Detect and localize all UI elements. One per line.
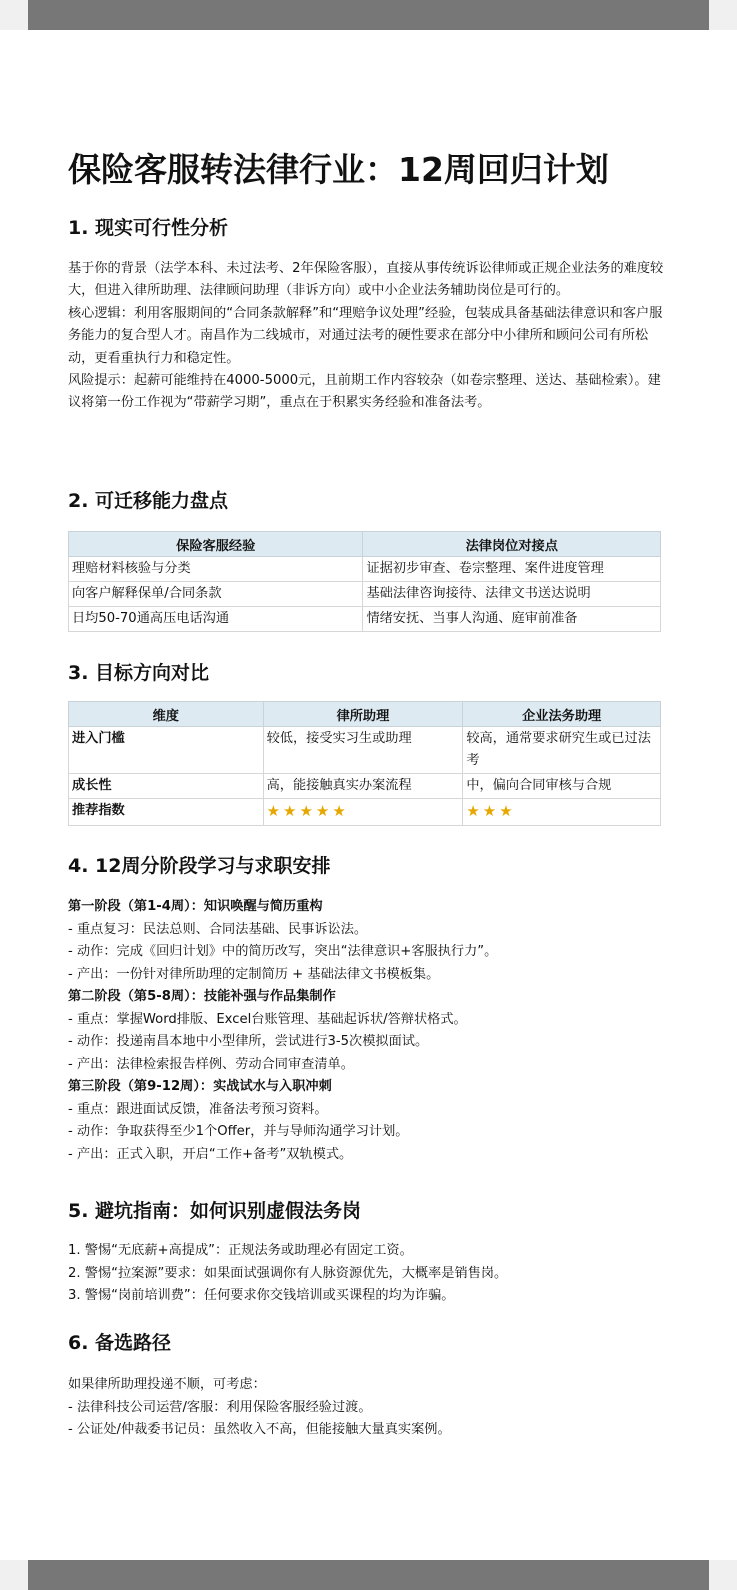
table-cell: 较高，通常要求研究生或已过法考 <box>463 727 661 774</box>
column-header: 保险客服经验 <box>69 532 363 557</box>
list-item: - 动作：完成《回归计划》中的简历改写，突出“法律意识+客服执行力”。 <box>68 944 498 959</box>
table-cell: 向客户解释保单/合同条款 <box>69 582 363 607</box>
table-row-rating <box>69 799 661 826</box>
section-heading-comparison: 3. 目标方向对比 <box>68 662 210 684</box>
stage-title: 第一阶段（第1-4周）：知识唤醒与简历重构 <box>68 899 323 914</box>
table-row <box>69 557 661 582</box>
table-header-row <box>69 532 661 557</box>
list-item: - 产出：一份针对律所助理的定制简历 + 基础法律文书模板集。 <box>68 966 440 982</box>
alternatives-intro: 如果律所助理投递不顺，可考虑： <box>68 1377 266 1392</box>
list-item: 3. 警惕“岗前培训费”：任何要求你交钱培训或买课程的均为诈骗。 <box>68 1288 455 1303</box>
alternatives-list <box>68 1374 668 1442</box>
table-cell: 情绪安抚、当事人沟通、庭审前准备 <box>363 607 661 632</box>
table-cell: 日均50-70通高压电话沟通 <box>69 607 363 632</box>
table-cell: 进入门槛 <box>69 727 264 774</box>
list-item: - 动作：争取获得至少1个Offer，并与导师沟通学习计划。 <box>68 1124 409 1139</box>
bottom-bar <box>28 1560 709 1590</box>
stage-title: 第二阶段（第5-8周）：技能补强与作品集制作 <box>68 989 336 1004</box>
section-heading-pitfalls: 5. 避坑指南：如何识别虚假法务岗 <box>68 1200 362 1222</box>
section-heading-schedule: 4. 12周分阶段学习与求职安排 <box>68 855 331 877</box>
list-item: 1. 警惕“无底薪+高提成”：正规法务或助理必有固定工资。 <box>68 1243 413 1258</box>
document-page <box>0 30 737 1560</box>
section-heading-alternatives: 6. 备选路径 <box>68 1332 172 1354</box>
rating-cell-law-firm <box>263 799 463 826</box>
table-row <box>69 727 661 774</box>
stage-title: 第三阶段（第9-12周）：实战试水与入职冲刺 <box>68 1079 332 1094</box>
top-bar <box>28 0 709 30</box>
section-heading-feasibility: 1. 现实可行性分析 <box>68 217 229 239</box>
list-item: 2. 警惕“拉案源”要求：如果面试强调你有人脉资源优先，大概率是销售岗。 <box>68 1265 508 1281</box>
page-title: 保险客服转法律行业：12周回归计划 <box>68 150 609 189</box>
list-item: - 产出：法律检索报告样例、劳动合同审查清单。 <box>68 1056 354 1072</box>
column-header: 企业法务助理 <box>463 702 661 727</box>
table-cell: 理赔材料核验与分类 <box>69 557 363 582</box>
list-item: - 重点：跟进面试反馈，准备法考预习资料。 <box>68 1101 328 1117</box>
star-rating: ★★★★★ <box>266 802 349 820</box>
list-item: - 公证处/仲裁委书记员：虽然收入不高，但能接触大量真实案例。 <box>68 1422 451 1437</box>
table-cell: 成长性 <box>69 774 264 799</box>
schedule-list <box>68 896 668 1166</box>
table-cell: 基础法律咨询接待、法律文书送达说明 <box>363 582 661 607</box>
paragraph-risk: 风险提示：起薪可能维持在4000-5000元，且前期工作内容较杂（如卷宗整理、送达、基础检索）。建议将第一份工作视为“带薪学习期”，重点在于积累实务经验和准备法考。 <box>68 373 661 411</box>
column-header: 法律岗位对接点 <box>363 532 661 557</box>
section-heading-skills: 2. 可迁移能力盘点 <box>68 490 229 512</box>
column-header: 律所助理 <box>263 702 463 727</box>
table-cell: 证据初步审查、卷宗整理、案件进度管理 <box>363 557 661 582</box>
list-item: - 重点复习：民法总则、合同法基础、民事诉讼法。 <box>68 921 368 937</box>
table-cell: 高，能接触真实办案流程 <box>263 774 463 799</box>
table-cell: 推荐指数 <box>69 799 264 826</box>
list-item: - 法律科技公司运营/客服：利用保险客服经验过渡。 <box>68 1399 372 1415</box>
list-item: - 产出：正式入职，开启“工作+备考”双轨模式。 <box>68 1146 353 1162</box>
pitfalls-list <box>68 1240 668 1308</box>
table-row <box>69 582 661 607</box>
list-item: - 动作：投递南昌本地中小型律所，尝试进行3-5次模拟面试。 <box>68 1034 429 1049</box>
list-item: - 重点：掌握Word排版、Excel台账管理、基础起诉状/答辩状格式。 <box>68 1011 467 1027</box>
table-header-row <box>69 702 661 727</box>
paragraph-background: 基于你的背景（法学本科、未过法考、2年保险客服），直接从事传统诉讼律师或正规企业法务的难度较大，但进入律所助理、法律顾问助理（非诉方向）或中小企业法务辅助岗位是可行的。 <box>68 261 664 299</box>
table-cell: 较低，接受实习生或助理 <box>263 727 463 774</box>
column-header: 维度 <box>69 702 264 727</box>
star-rating: ★★★ <box>466 802 516 820</box>
table-row <box>69 774 661 799</box>
paragraph-core-logic: 核心逻辑：利用客服期间的“合同条款解释”和“理赔争议处理”经验，包装成具备基础法律意识和客户服务能力的复合型人才。南昌作为二线城市，对通过法考的硬性要求在部分中小律所和顾问公司有所松动，更看重执行力和稳定性。 <box>68 305 663 366</box>
table-cell: 中，偏向合同审核与合规 <box>463 774 661 799</box>
table-row <box>69 607 661 632</box>
comparison-table <box>68 701 661 826</box>
rating-cell-corporate <box>463 799 661 826</box>
feasibility-text <box>68 258 668 415</box>
skills-table <box>68 531 661 632</box>
